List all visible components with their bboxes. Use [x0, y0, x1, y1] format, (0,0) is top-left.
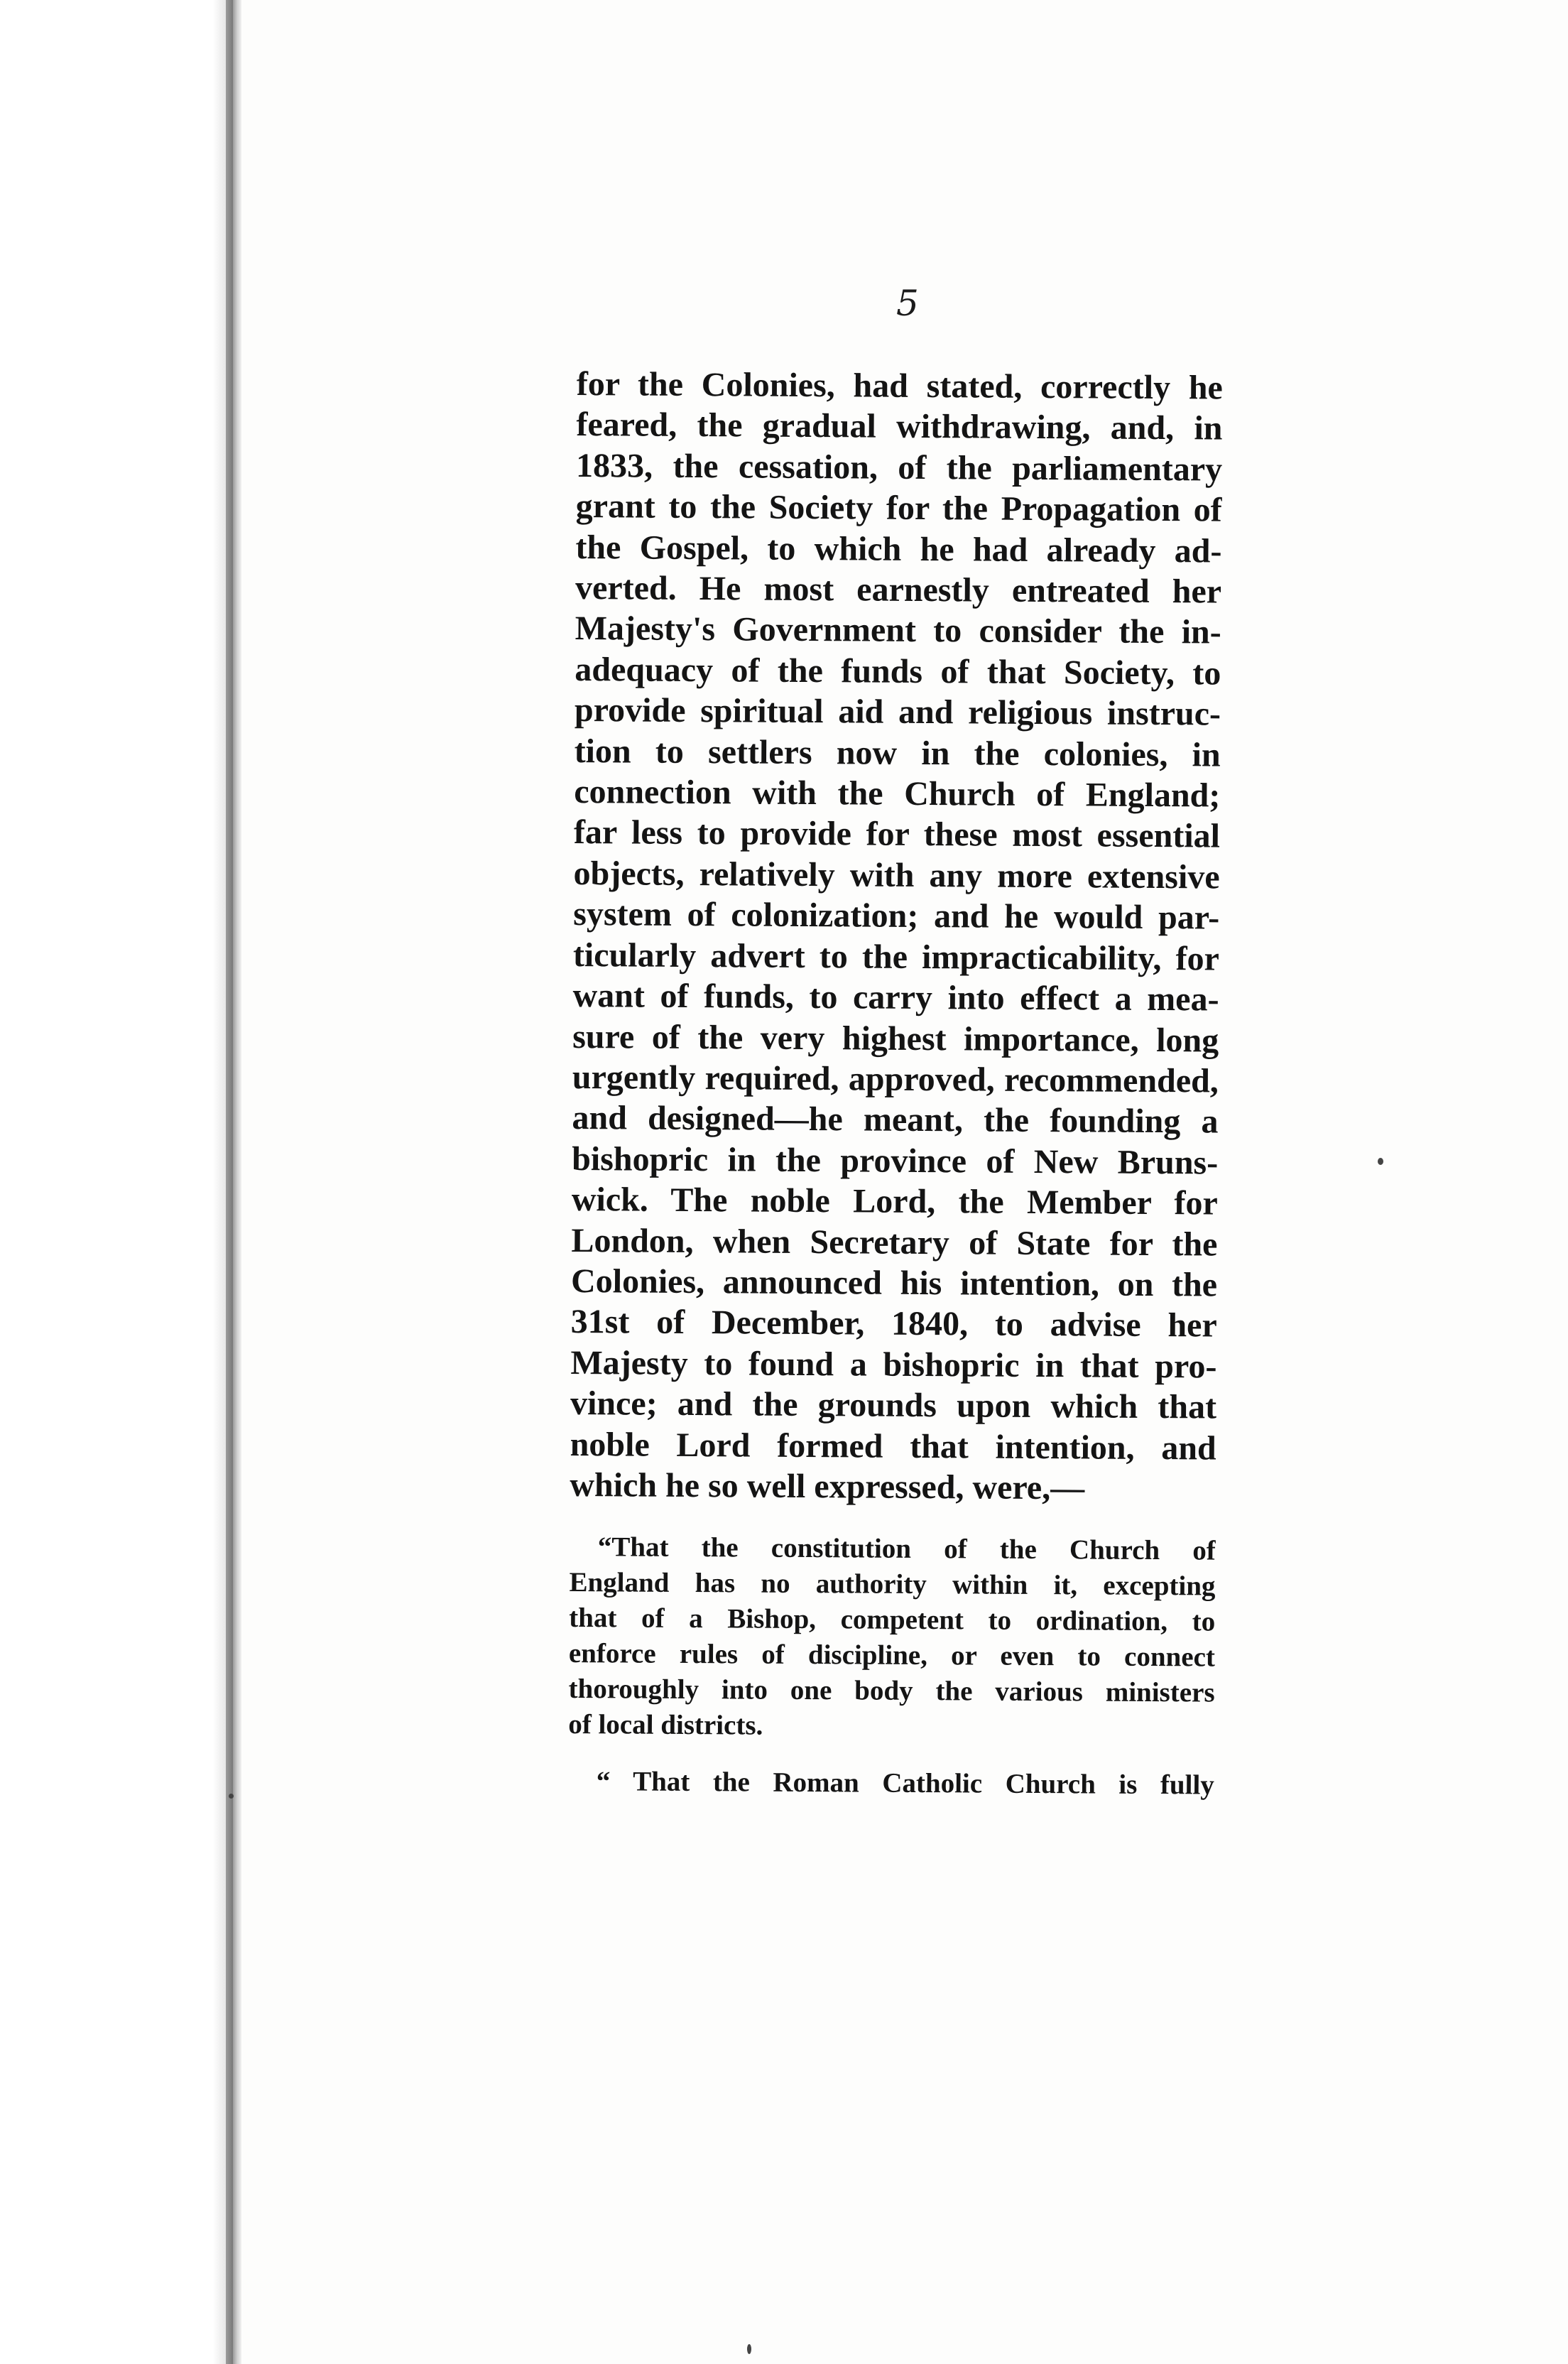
text-line: objects, relatively with any more extensive [573, 854, 1220, 896]
text-line: bishopric in the province of New Bruns- [572, 1139, 1219, 1182]
quote-line: “That the constitution of the Church of [597, 1531, 1216, 1566]
text-line: vince; and the grounds upon which that [570, 1384, 1217, 1426]
text-line: 1833, the cessation, of the parliamentary [575, 446, 1223, 489]
text-line: want of funds, to carry into effect a mea- [572, 977, 1219, 1019]
block-quote [568, 1764, 1214, 1804]
text-line: sure of the very highest importance, long [572, 1017, 1219, 1060]
text-line: tion to settlers now in the colonies, in [574, 732, 1221, 774]
text-line: noble Lord formed that intention, and [570, 1425, 1216, 1468]
text-line: and designed—he meant, the founding a [572, 1099, 1219, 1141]
page-number: 5 [896, 283, 919, 324]
text-line: the Gospel, to which he had already ad- [575, 528, 1222, 570]
text-line: for the Colonies, had stated, correctly he [576, 364, 1223, 407]
binding-edge [0, 0, 241, 2364]
quote-line: “ That the Roman Catholic Church is fully [596, 1766, 1214, 1801]
quote-line: enforce rules of discipline, or even to connect [568, 1638, 1216, 1673]
text-line: system of colonization; and he would par- [573, 895, 1220, 937]
text-line: adequacy of the funds of that Society, to [575, 650, 1221, 693]
text-line: feared, the gradual withdrawing, and, in [576, 406, 1223, 448]
ink-speck [747, 2344, 751, 2354]
text-line: connection with the Church of England; [574, 773, 1221, 815]
quote-line: that of a Bishop, competent to ordination, to [569, 1603, 1216, 1637]
text-line: London, when Secretary of State for the [571, 1221, 1218, 1264]
text-line: wick. The noble Lord, the Member for [571, 1181, 1218, 1222]
text-line: provide spiritual aid and religious instruc- [574, 691, 1221, 733]
quote-line: England has no authority within it, excepting [569, 1567, 1216, 1602]
text-line: grant to the Society for the Propagation of [575, 487, 1222, 529]
body-text [568, 364, 1223, 1804]
text-line: Majesty to found a bishopric in that pro- [570, 1343, 1217, 1386]
text-line: verted. He most earnestly entreated her [575, 569, 1222, 611]
block-quote [568, 1529, 1216, 1747]
quote-line: thoroughly into one body the various ministers [568, 1674, 1215, 1708]
text-line: 31st of December, 1840, to advise her [570, 1303, 1217, 1345]
text-line: ticularly advert to the impracticability, for [572, 936, 1220, 978]
binding-shadow [226, 0, 233, 2364]
text-line: urgently required, approved, recommended, [572, 1058, 1219, 1100]
ink-speck [229, 1794, 234, 1799]
text-line: Colonies, announced his intention, on the [570, 1262, 1218, 1304]
text-line: far less to provide for these most essential [573, 813, 1221, 856]
ink-speck [1378, 1158, 1383, 1165]
text-line: Majesty's Government to consider the in- [575, 609, 1221, 651]
text-line: which he so well expressed, were,— [570, 1465, 1085, 1507]
quote-line: of local districts. [568, 1709, 763, 1742]
